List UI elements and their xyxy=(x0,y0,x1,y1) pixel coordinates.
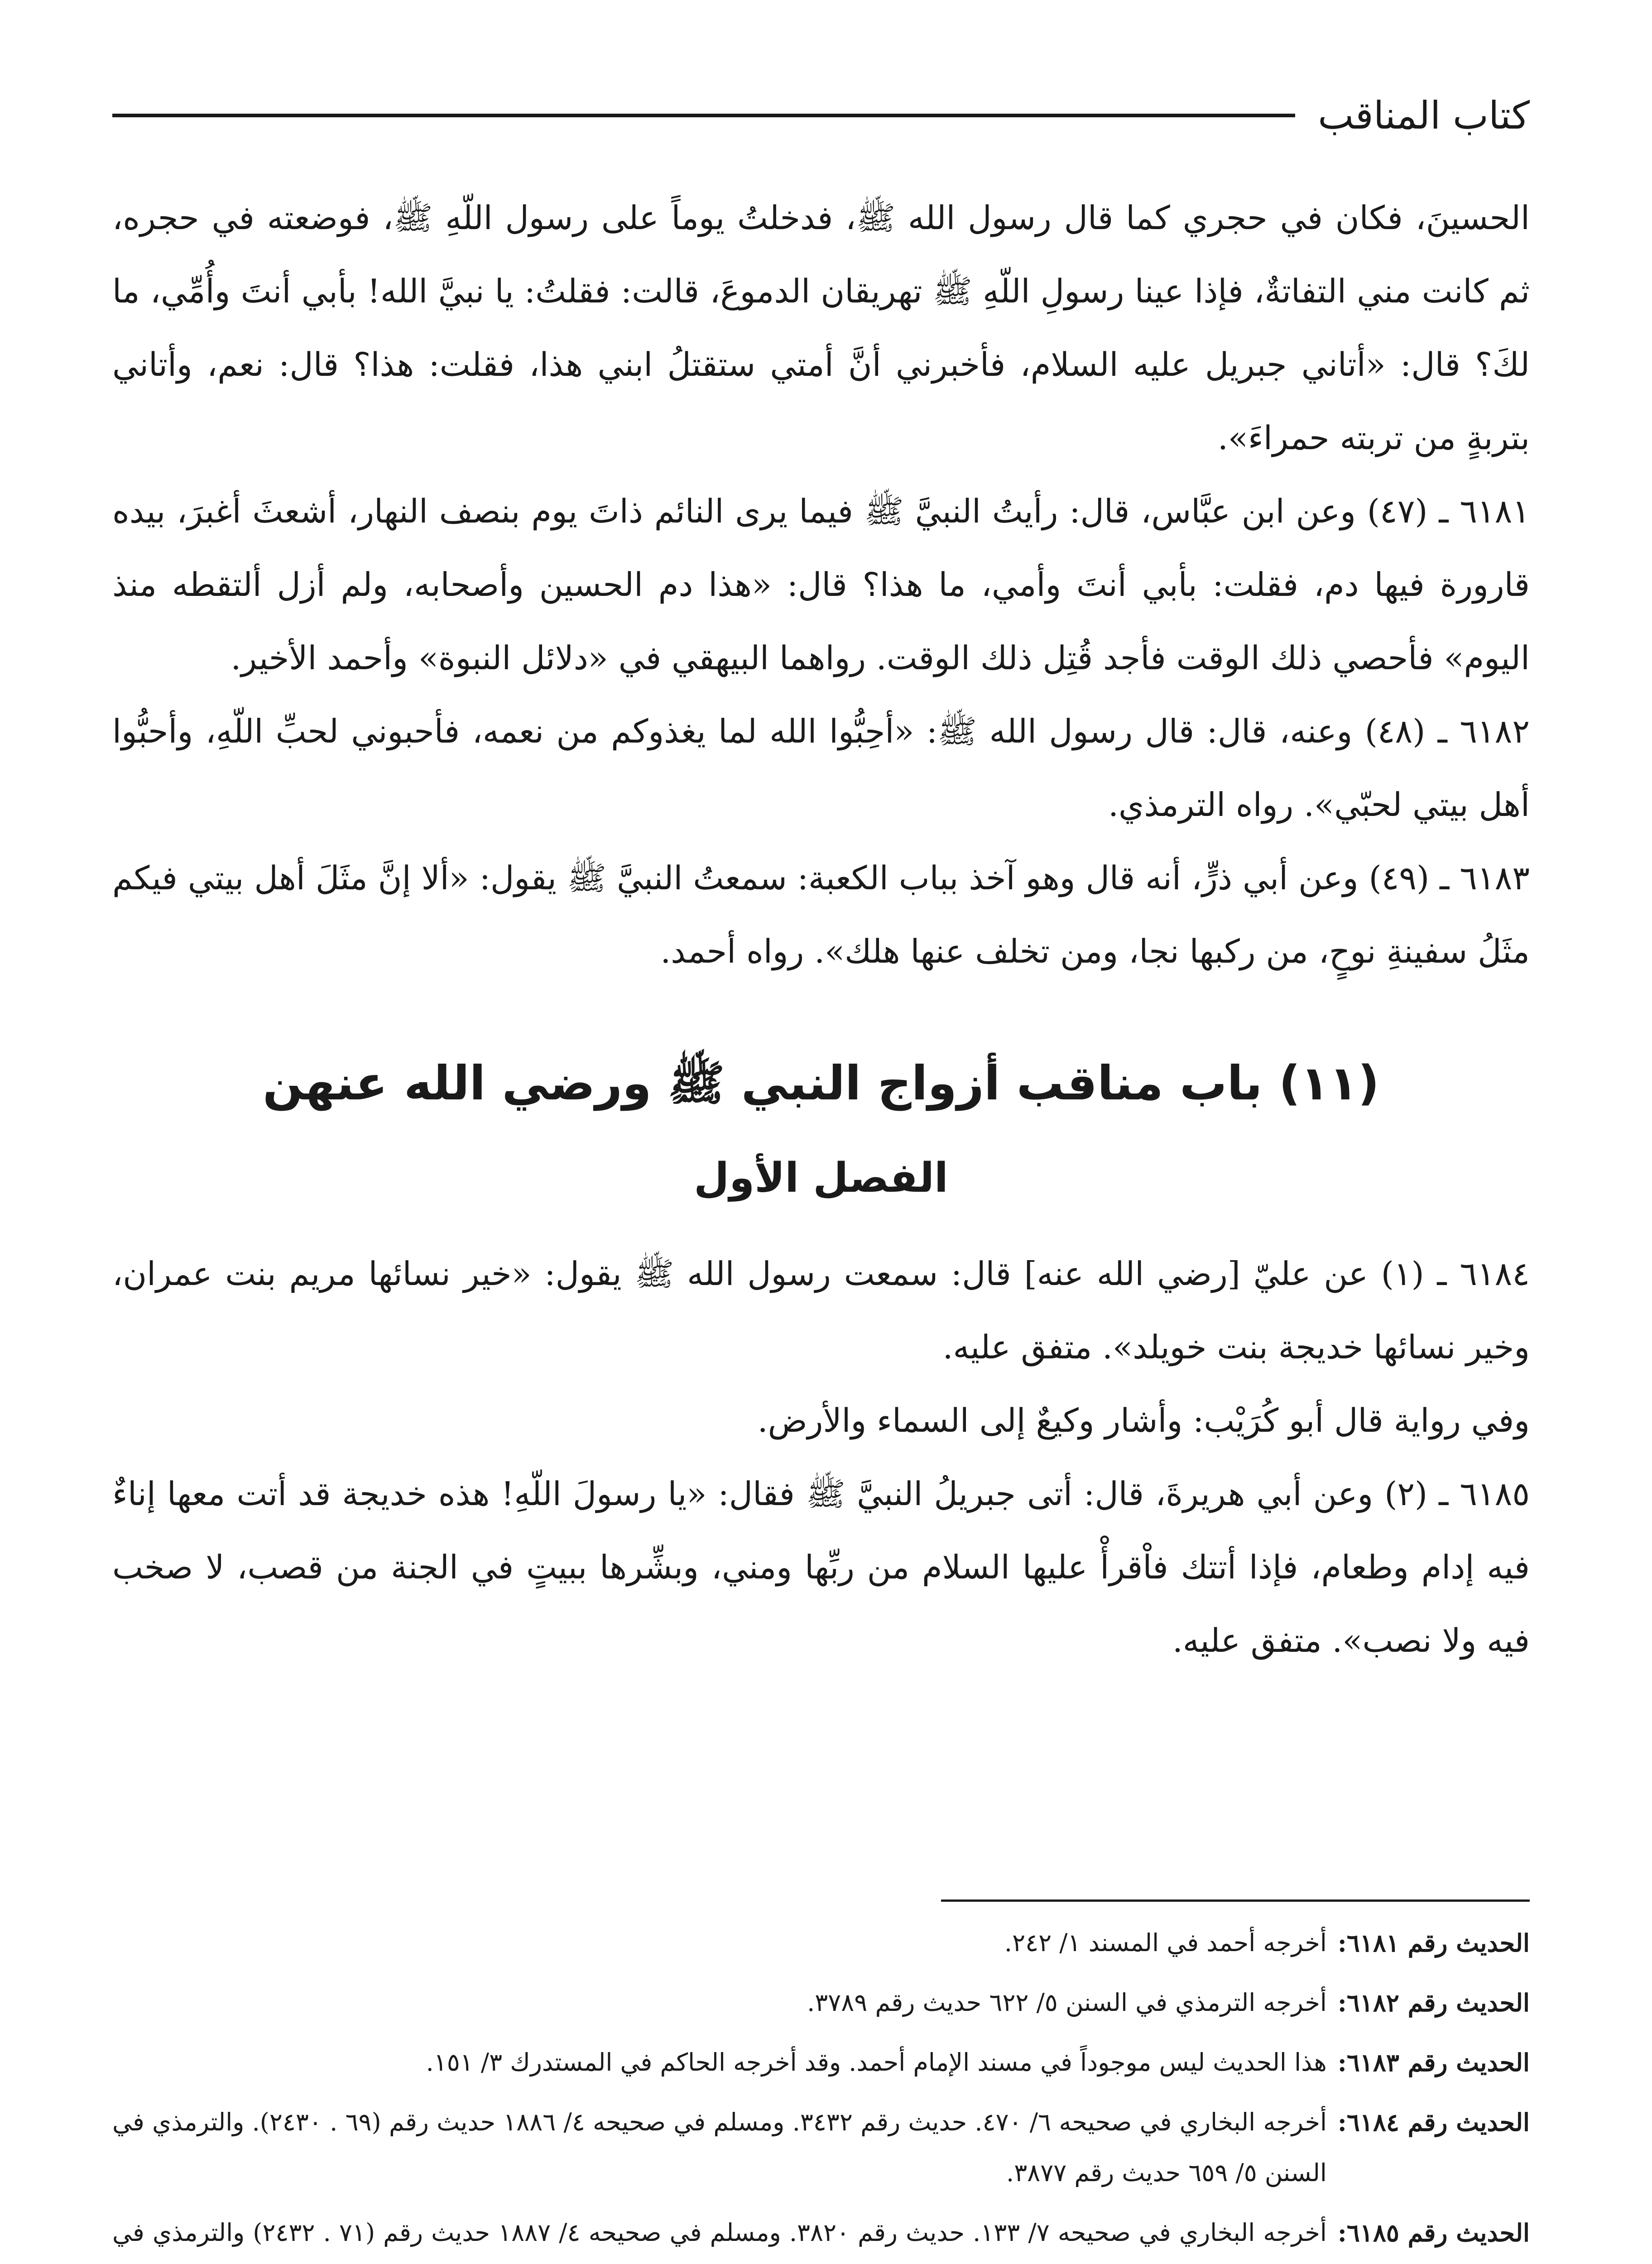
main-text xyxy=(112,181,1530,1677)
footnote-label: الحديث رقم ٦١٨٣: xyxy=(1337,2048,1530,2077)
hadith-6182: ٦١٨٢ ـ (٤٨) وعنه، قال: قال رسول الله ﷺ: «أحِبُّوا الله لما يغذوكم من نعمه، فأحبوني لحبِّ اللّهِ، وأحبُّوا أهل بيتي لحبّي». رواه الترمذي. xyxy=(112,712,1530,824)
footnote xyxy=(112,1977,1530,2028)
footnote-label: الحديث رقم ٦١٨٢: xyxy=(1337,1988,1530,2017)
footnote-text: أخرجه البخاري في صحيحه ٧/ ١٣٣. حديث رقم ٣٨٢٠. ومسلم في صحيحه ٤/ ١٨٨٧ حديث رقم (٧١ . ٢٤٣٢) والترمذي في xyxy=(112,2218,1327,2247)
hadith-6181: ٦١٨١ ـ (٤٧) وعن ابن عبَّاس، قال: رأيتُ النبيَّ ﷺ فيما يرى النائم ذاتَ يوم بنصف النهار، أشعثَ أغبرَ، بيده قارورة فيها دم، فقلت: بأبي أنتَ وأمي، ما هذا؟ قال: «هذا دم الحسين وأصحابه، ولم أزل ألتقطه منذ اليوم» فأحصي ذلك الوقت فأجد قُتِل ذلك الوقت. رواهما البيهقي في «دلائل النبوة» وأحمد الأخير. xyxy=(112,492,1530,677)
section-heading: (١١) باب مناقب أزواج النبي ﷺ ورضي الله عنهن xyxy=(263,1055,1379,1111)
riwaya-note: وفي رواية قال أبو كُرَيْب: وأشار وكيعٌ إلى السماء والأرض. xyxy=(757,1401,1530,1439)
subsection-heading: الفصل الأول xyxy=(694,1154,948,1202)
running-header xyxy=(112,84,1530,147)
hadith-6184: ٦١٨٤ ـ (١) عن عليّ [رضي الله عنه] قال: سمعت رسول الله ﷺ يقول: «خير نسائها مريم بنت عمران، وخير نسائها خديجة بنت خويلد». متفق عليه. xyxy=(112,1255,1530,1366)
footnote-text: أخرجه أحمد في المسند ١/ ٢٤٢. xyxy=(1004,1928,1327,1957)
footnote-separator xyxy=(941,1899,1530,1902)
footnote-text: هذا الحديث ليس موجوداً في مسند الإمام أحمد. وقد أخرجه الحاكم في المستدرك ٣/ ١٥١. xyxy=(426,2048,1327,2077)
footnote xyxy=(112,2207,1530,2264)
footnote-text: أخرجه الترمذي في السنن ٥/ ٦٢٢ حديث رقم ٣٧٨٩. xyxy=(807,1988,1327,2017)
footnote-label: الحديث رقم ٦١٨٥: xyxy=(1337,2218,1530,2247)
running-header-title: كتاب المناقب xyxy=(1318,93,1530,138)
paragraph-continuation: الحسينَ، فكان في حجري كما قال رسول الله ﷺ، فدخلتُ يوماً على رسول اللّهِ ﷺ، فوضعته في حجره، ثم كانت مني التفاتةٌ، فإذا عينا رسولِ اللّهِ ﷺ تهريقان الدموعَ، قالت: فقلتُ: يا نبيَّ الله! بأبي أنتَ وأُمِّي، ما لكَ؟ قال: «أتاني جبريل عليه السلام، فأخبرني أنَّ أمتي ستقتلُ ابني هذا، فقلت: هذا؟ قال: نعم، وأتاني بتربةٍ من تربته حمراءَ». xyxy=(112,199,1530,457)
footnotes xyxy=(112,1918,1530,2264)
footnote xyxy=(112,1918,1530,1968)
footnote xyxy=(112,2097,1530,2198)
hadith-6185: ٦١٨٥ ـ (٢) وعن أبي هريرةَ، قال: أتى جبريلُ النبيَّ ﷺ فقال: «يا رسولَ اللّهِ! هذه خديجة قد أتت معها إناءٌ فيه إدام وطعام، فإذا أتتك فاْقرأْ عليها السلام من ربِّها ومني، وبشِّرها ببيتٍ في الجنة من قصب، لا صخب فيه ولا نصب». متفق عليه. xyxy=(112,1475,1530,1660)
header-rule xyxy=(112,114,1295,117)
footnote-text: أخرجه البخاري في صحيحه ٦/ ٤٧٠. حديث رقم ٣٤٣٢. ومسلم في صحيحه ٤/ ١٨٨٦ حديث رقم (٦٩ . ٢٤٣٠). والترمذي في السنن ٥/ ٦٥٩ حديث رقم ٣٨٧٧. xyxy=(112,2108,1327,2187)
footnote-label: الحديث رقم ٦١٨١: xyxy=(1337,1928,1530,1957)
footnote-label: الحديث رقم ٦١٨٤: xyxy=(1337,2108,1530,2137)
hadith-6183: ٦١٨٣ ـ (٤٩) وعن أبي ذرٍّ، أنه قال وهو آخذ بباب الكعبة: سمعتُ النبيَّ ﷺ يقول: «ألا إنَّ مثَلَ أهل بيتي فيكم مثَلُ سفينةِ نوحٍ، من ركبها نجا، ومن تخلف عنها هلك». رواه أحمد. xyxy=(112,859,1530,970)
footnote xyxy=(112,2037,1530,2088)
